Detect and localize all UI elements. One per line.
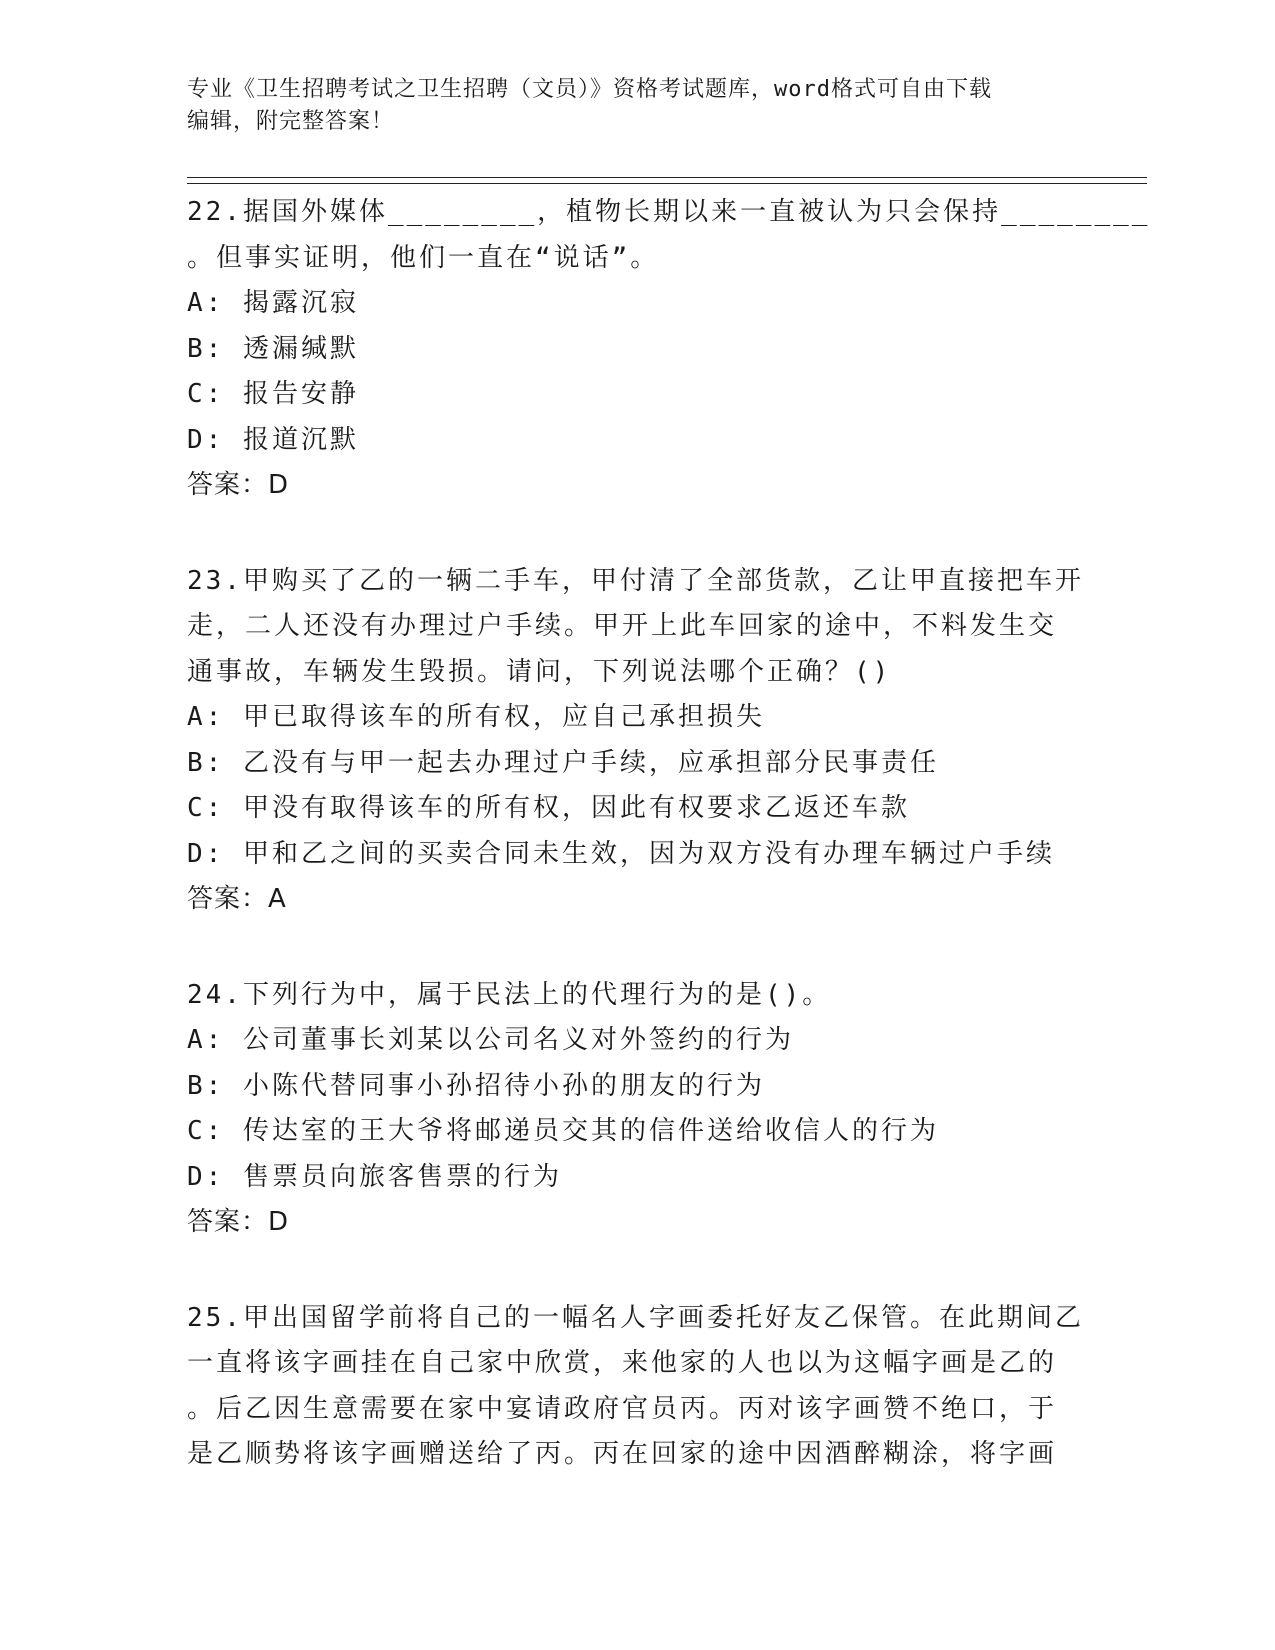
question-stem-line: 是乙顺势将该字画赠送给了丙。丙在回家的途中因酒醉糊涂，将字画 <box>187 1439 1058 1469</box>
option-c: C: 甲没有取得该车的所有权，因此有权要求乙返还车款 <box>187 793 910 823</box>
header-line-1: 专业《卫生招聘考试之卫生招聘（文员）》资格考试题库，word格式可自由下载 <box>187 77 992 102</box>
document-header <box>187 74 1087 138</box>
option-d: D: 甲和乙之间的买卖合同未生效，因为双方没有办理车辆过户手续 <box>187 838 1055 869</box>
answer-label: 答案：D <box>187 470 290 500</box>
option-c: C: 传达室的王大爷将邮递员交其的信件送给收信人的行为 <box>187 1116 939 1146</box>
header-line-2: 编辑，附完整答案！ <box>187 109 395 134</box>
option-b: B: 透漏缄默 <box>187 333 359 364</box>
option-a: A: 甲已取得该车的所有权，应自己承担损失 <box>187 702 765 732</box>
question-stem-line: 走，二人还没有办理过户手续。甲开上此车回家的途中，不料发生交 <box>187 611 1058 641</box>
question-list <box>187 190 1151 1528</box>
question-25 <box>187 1296 1084 1478</box>
option-c: C: 报告安静 <box>187 379 359 409</box>
answer-label: 答案：D <box>187 1207 290 1237</box>
question-stem-line: 23.甲购买了乙的一辆二手车，甲付清了全部货款，乙让甲直接把车开 <box>187 565 1084 596</box>
header-divider-bottom <box>187 183 1147 184</box>
question-stem-line: 一直将该字画挂在自己家中欣赏，来他家的人也以为这幅字画是乙的 <box>187 1348 1058 1378</box>
question-stem-line: 22.据国外媒体________，植物长期以来一直被认为只会保持________ <box>187 197 1151 227</box>
question-stem-line: 25.甲出国留学前将自己的一幅名人字画委托好友乙保管。在此期间乙 <box>187 1302 1084 1333</box>
question-24 <box>187 973 1067 1246</box>
answer-label: 答案：A <box>187 884 287 914</box>
question-23 <box>187 559 1084 923</box>
question-stem-line: 。后乙因生意需要在家中宴请政府官员丙。丙对该字画赞不绝口，于 <box>187 1393 1058 1424</box>
option-d: D: 报道沉默 <box>187 424 359 455</box>
option-b: B: 乙没有与甲一起去办理过户手续，应承担部分民事责任 <box>187 747 939 778</box>
question-stem-line: 。但事实证明，他们一直在“说话”。 <box>187 242 660 273</box>
header-divider-top <box>187 177 1147 178</box>
option-a: A: 公司董事长刘某以公司名义对外签约的行为 <box>187 1025 794 1055</box>
option-a: A: 揭露沉寂 <box>187 288 359 318</box>
question-stem-line: 通事故，车辆发生毁损。请问，下列说法哪个正确？() <box>187 656 892 687</box>
question-stem-line: 24.下列行为中，属于民法上的代理行为的是()。 <box>187 979 832 1010</box>
question-22 <box>187 190 1151 509</box>
option-b: B: 小陈代替同事小孙招待小孙的朋友的行为 <box>187 1070 765 1101</box>
option-d: D: 售票员向旅客售票的行为 <box>187 1161 562 1192</box>
